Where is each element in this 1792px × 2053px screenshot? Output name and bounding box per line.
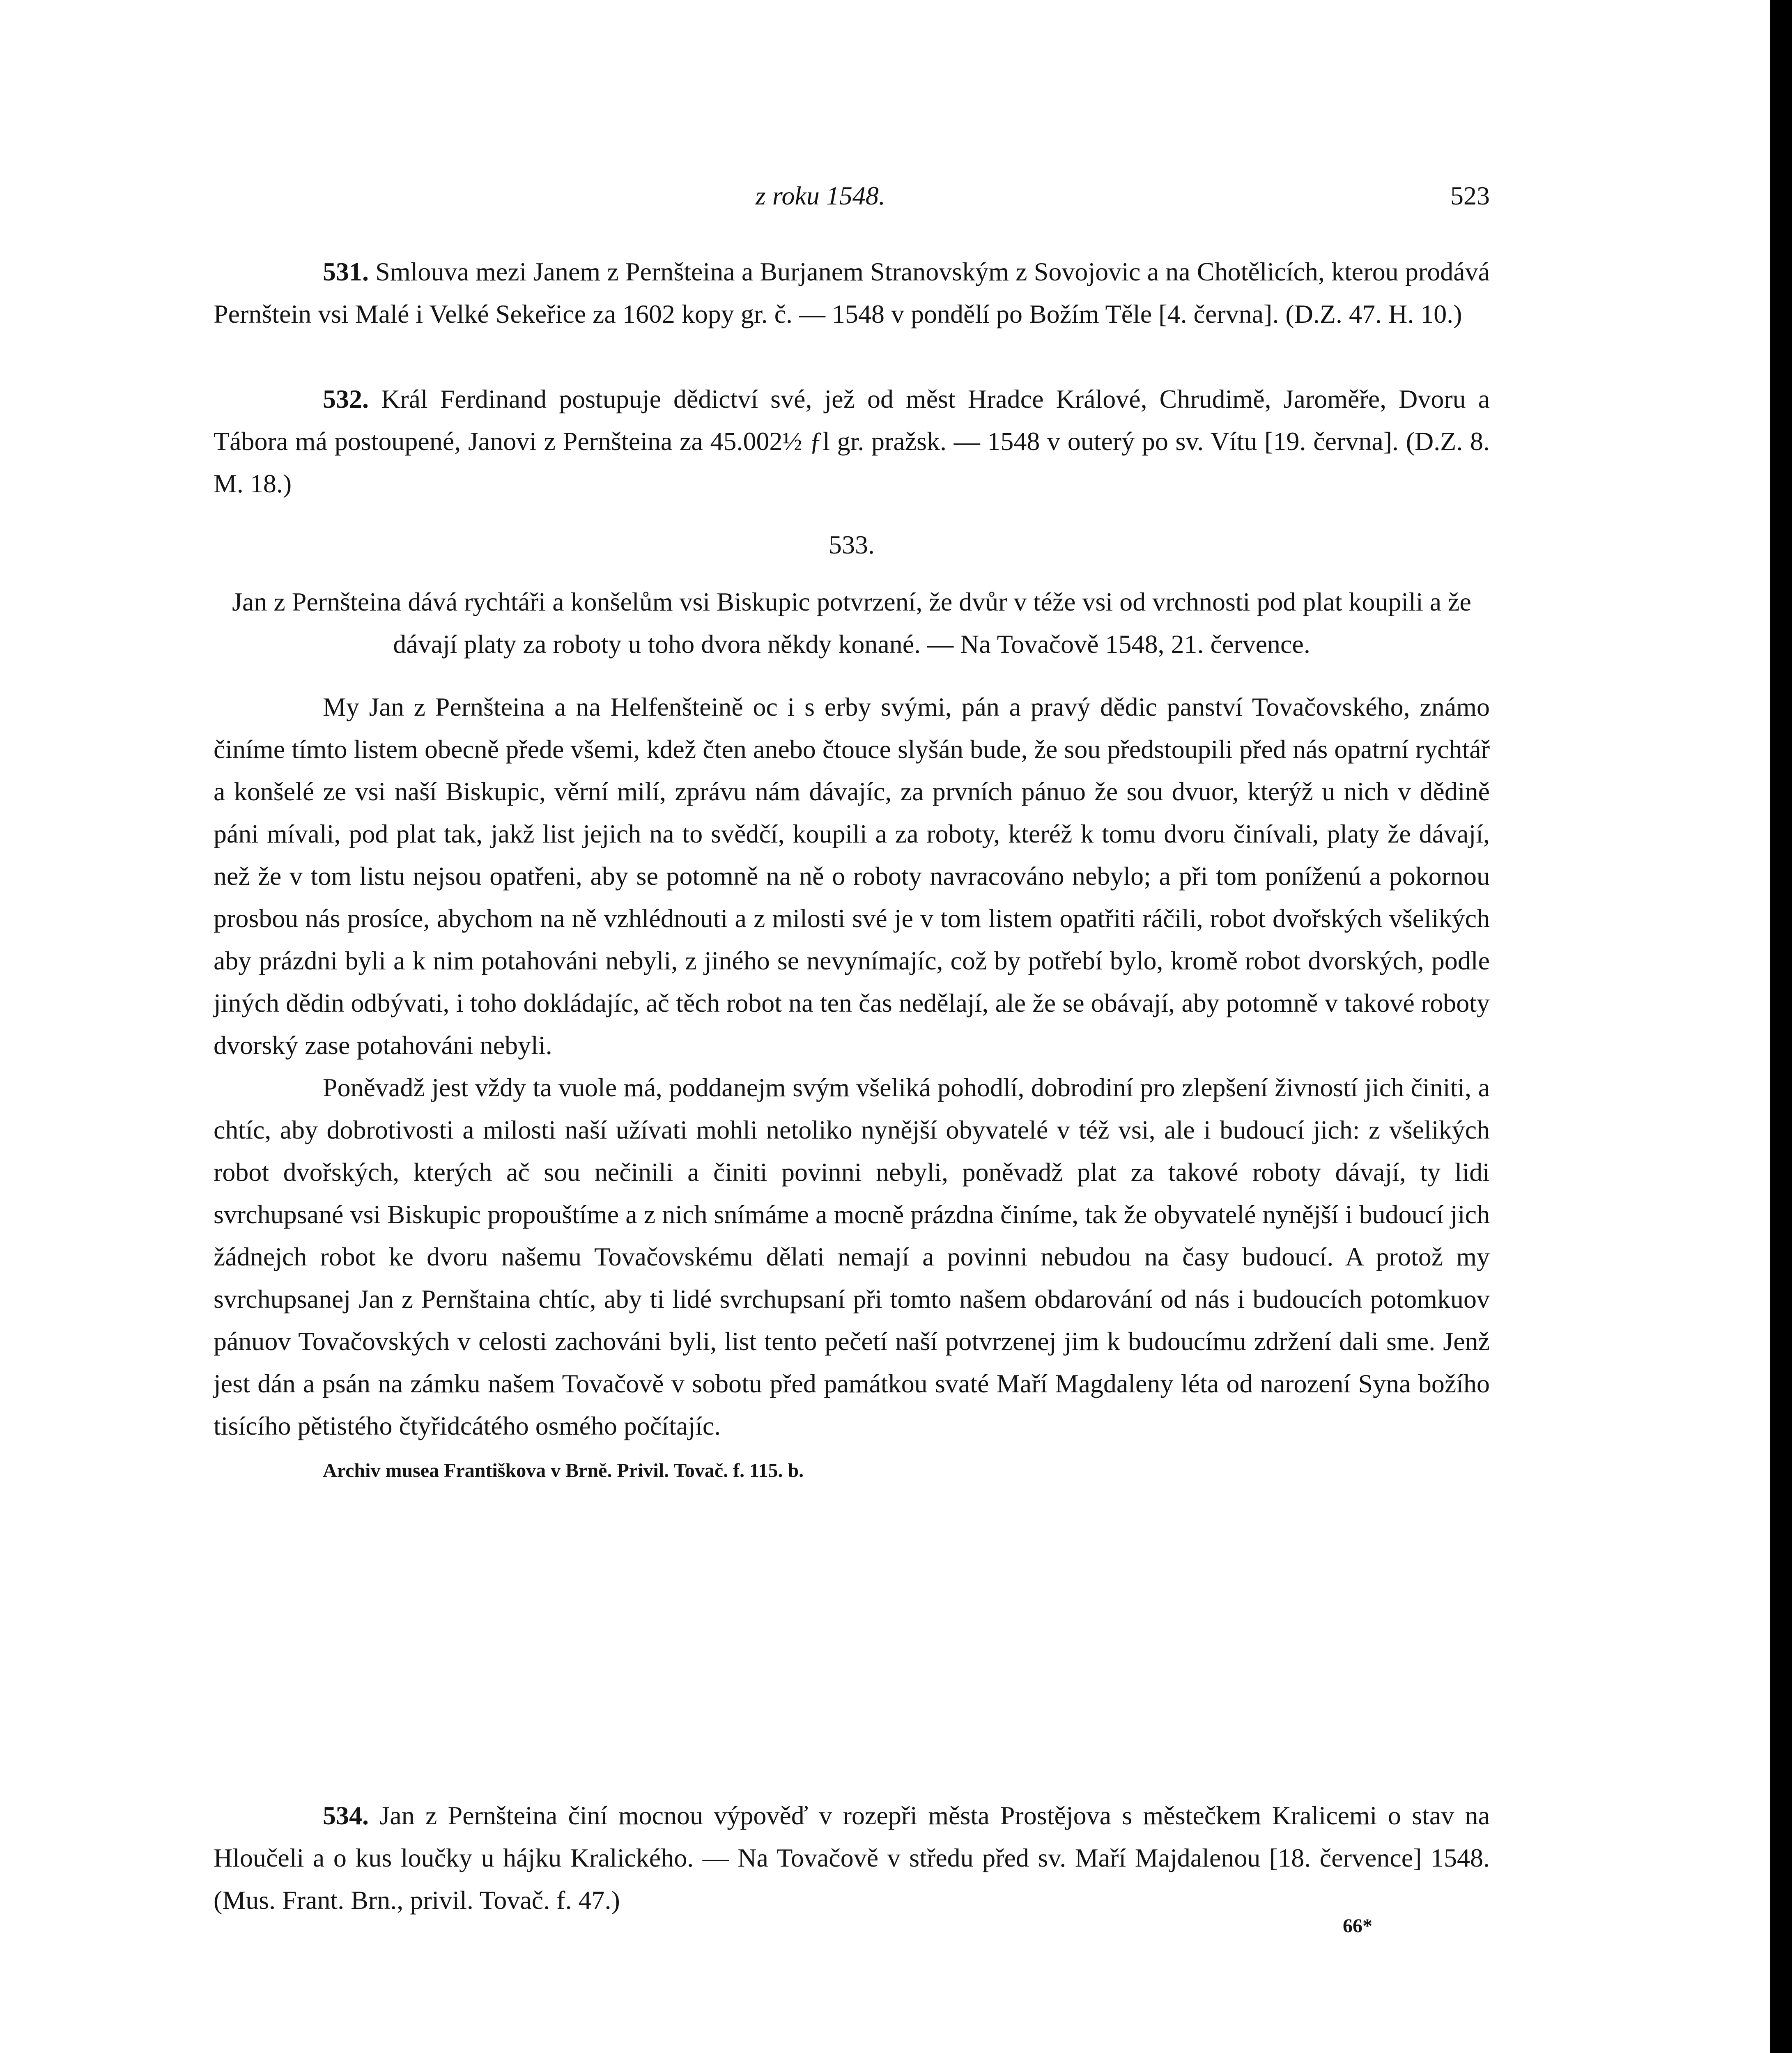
entry-text: Král Ferdinand postupuje dědictví své, jež od měst Hradce Králové, Chrudimě, Jaroměře, Dvoru a Tábora má postoupené, Janovi z Pernšteina za 45.002½ ƒl gr. pražsk. — 1548 v outerý po sv. Vítu [19. června]. (D.Z. 8. M. 18.): [214, 384, 1490, 498]
running-title: z roku 1548.: [756, 181, 885, 210]
entry-text: Jan z Pernšteina činí mocnou výpověď v rozepři města Prostějova s městečkem Kralicemi o stav na Hloučeli a o kus loučky u hájku Kralického. — Na Tovačově v středu před sv. Maří Majdalenou [18. července] 1548. (Mus. Frant. Brn., privil. Tovač. f. 47.): [214, 1801, 1490, 1915]
source-note: Archiv musea Františkova v Brně. Privil. Tovač. f. 115. b.: [323, 1460, 804, 1481]
entry-number: 532.: [323, 384, 369, 413]
paragraph: My Jan z Pernšteina a na Helfenšteině oc i s erby svými, pán a pravý dědic panství Tovačovského, známo činíme tímto listem obecně přede všemi, kdež čten anebo čtouce slyšán bude, že sou předstoupili před nás opatrní rychtář a konšelé ze vsi naší Biskupic, věrní milí, zprávu nám dávajíc, za prvních pánuo že sou dvuor, kterýž u nich v dědině páni mívali, pod plat tak, jakž list jejich na to svědčí, koupili a za roboty, kteréž k tomu dvoru činívali, platy že dávají, než že v tom listu nejsou opatřeni, aby se potomně na ně o roboty navracováno nebylo; a při tom poníženú a pokornou prosbou nás prosíce, abychom na ně vzhlédnouti a z milosti své je v tom listem opatřiti ráčili, robot dvořských všelikých aby prázdni byli a k nim potahováni nebyli, z jiného se nevynímajíc, což by potřebí bylo, kromě robot dvorských, podle jiných dědin odbývati, i toho dokládajíc, ač těch robot na ten čas nedělají, ale že se obávají, aby potomně v takové roboty dvorský zase potahováni nebyli.: [214, 692, 1490, 1060]
entry-text: Smlouva mezi Janem z Pernšteina a Burjanem Stranovským z Sovojovic a na Chotělicích, kterou prodává Pernštein vsi Malé i Velké Sekeřice za 1602 kopy gr. č. — 1548 v pondělí po Božím Těle [4. června]. (D.Z. 47. H. 10.): [214, 257, 1490, 328]
entry-532: [214, 378, 1490, 505]
section-number: 533.: [829, 530, 875, 559]
paragraph: Poněvadž jest vždy ta vuole má, poddanejm svým všeliká pohodlí, dobrodiní pro zlepšení živností jich činiti, a chtíc, aby dobrotivosti a milosti naší užívati mohli netoliko nynější obyvatelé v též vsi, ale i budoucí jich: z všelikých robot dvořských, kterých ač sou nečinili a činiti povinni nebyli, poněvadž plat za takové roboty dávají, ty lidi svrchupsané vsi Biskupic propouštíme a z nich snímáme a mocně prázdna činíme, tak že obyvatelé nynější i budoucí jich žádnejch robot ke dvoru našemu Tovačovskému dělati nemají a povinni nebudou na časy budoucí. A protož my svrchupsanej Jan z Pernštaina chtíc, aby ti lidé svrchupsaní při tomto našem obdarování od nás i budoucích potomkuov pánuov Tovačovských v celosti zachováni byli, list tento pečetí naší potvrzenej jim k budoucímu zdržení dali sme. Jenž jest dán a psán na zámku našem Tovačově v sobotu před památkou svaté Maří Magdaleny léta od narození Syna božího tisícího pětistého čtyřidcátého osmého počítajíc.: [214, 1073, 1490, 1440]
entry-534: [214, 1794, 1490, 1921]
signature-mark: 66*: [1343, 1915, 1372, 1937]
entry-number: 531.: [323, 257, 369, 286]
running-header: [214, 172, 1490, 234]
page-number: 523: [1450, 181, 1490, 210]
entry-531: [214, 250, 1490, 335]
entry-533: [214, 530, 1490, 1482]
entry-number: 534.: [323, 1801, 369, 1830]
entry-heading: Jan z Pernšteina dává rychtáři a konšelům vsi Biskupic potvrzení, že dvůr v téže vsi od vrchnosti pod plat koupili a že dávají platy za roboty u toho dvora někdy konané. — Na Tovačově 1548, 21. července.: [232, 587, 1471, 659]
